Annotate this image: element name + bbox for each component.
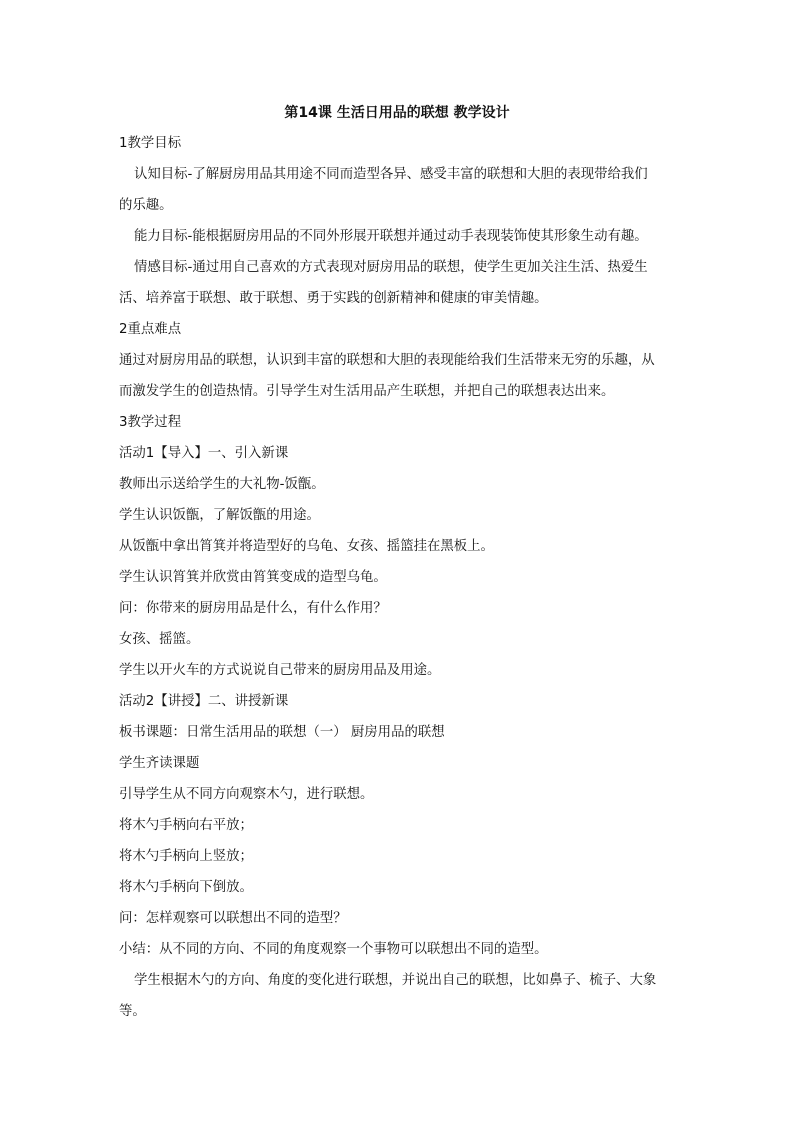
paragraph-line: 从饭甑中拿出筲箕并将造型好的乌龟、女孩、摇篮挂在黑板上。 xyxy=(119,539,494,554)
paragraph-line: 能力目标-能根据厨房用品的不同外形展开联想并通过动手表现装饰使其形象生动有趣。 xyxy=(134,229,648,244)
paragraph-line: 问：怎样观察可以联想出不同的造型？ xyxy=(119,911,347,926)
paragraph-line: 学生以开火车的方式说说自己带来的厨房用品及用途。 xyxy=(119,663,441,678)
paragraph-line: 将木勺手柄向右平放； xyxy=(119,818,253,833)
paragraph-line: 通过对厨房用品的联想，认识到丰富的联想和大胆的表现能给我们生活带来无穷的乐趣，从 xyxy=(119,353,655,368)
section-heading-objectives: 1教学目标 xyxy=(119,136,182,151)
activity-heading: 活动2【讲授】二、讲授新课 xyxy=(119,694,289,709)
paragraph-line: 教师出示送给学生的大礼物-饭甑。 xyxy=(119,477,325,492)
paragraph-line: 将木勺手柄向上竖放； xyxy=(119,849,253,864)
section-heading-process: 3教学过程 xyxy=(119,415,182,430)
paragraph-line: 情感目标-通过用自己喜欢的方式表现对厨房用品的联想，使学生更加关注生活、热爱生 xyxy=(134,260,648,275)
paragraph-line: 学生根据木勺的方向、角度的变化进行联想，并说出自己的联想，比如鼻子、梳子、大象 xyxy=(134,973,657,988)
paragraph-line: 引导学生从不同方向观察木勺，进行联想。 xyxy=(119,787,374,802)
paragraph-line: 学生认识筲箕并欣赏由筲箕变成的造型乌龟。 xyxy=(119,570,387,585)
paragraph-line: 活、培养富于联想、敢于联想、勇于实践的创新精神和健康的审美情趣。 xyxy=(119,291,548,306)
paragraph-line: 将木勺手柄向下倒放。 xyxy=(119,880,253,895)
section-heading-key-points: 2重点难点 xyxy=(119,322,182,337)
paragraph-line: 的乐趣。 xyxy=(119,198,173,213)
paragraph-line: 小结：从不同的方向、不同的角度观察一个事物可以联想出不同的造型。 xyxy=(119,942,548,957)
paragraph-line: 认知目标-了解厨房用品其用途不同而造型各异、感受丰富的联想和大胆的表现带给我们 xyxy=(134,167,648,182)
paragraph-line: 问：你带来的厨房用品是什么，有什么作用？ xyxy=(119,601,387,616)
document-title: 第14课 生活日用品的联想 教学设计 xyxy=(284,105,510,121)
paragraph-line: 板书课题：日常生活用品的联想（一） 厨房用品的联想 xyxy=(119,725,445,740)
activity-heading: 活动1【导入】一、引入新课 xyxy=(119,446,289,461)
paragraph-line: 女孩、摇篮。 xyxy=(119,632,200,647)
paragraph-line: 等。 xyxy=(119,1004,146,1019)
paragraph-line: 学生齐读课题 xyxy=(119,756,200,771)
paragraph-line: 学生认识饭甑，了解饭甑的用途。 xyxy=(119,508,320,523)
paragraph-line: 而激发学生的创造热情。引导学生对生活用品产生联想，并把自己的联想表达出来。 xyxy=(119,384,615,399)
